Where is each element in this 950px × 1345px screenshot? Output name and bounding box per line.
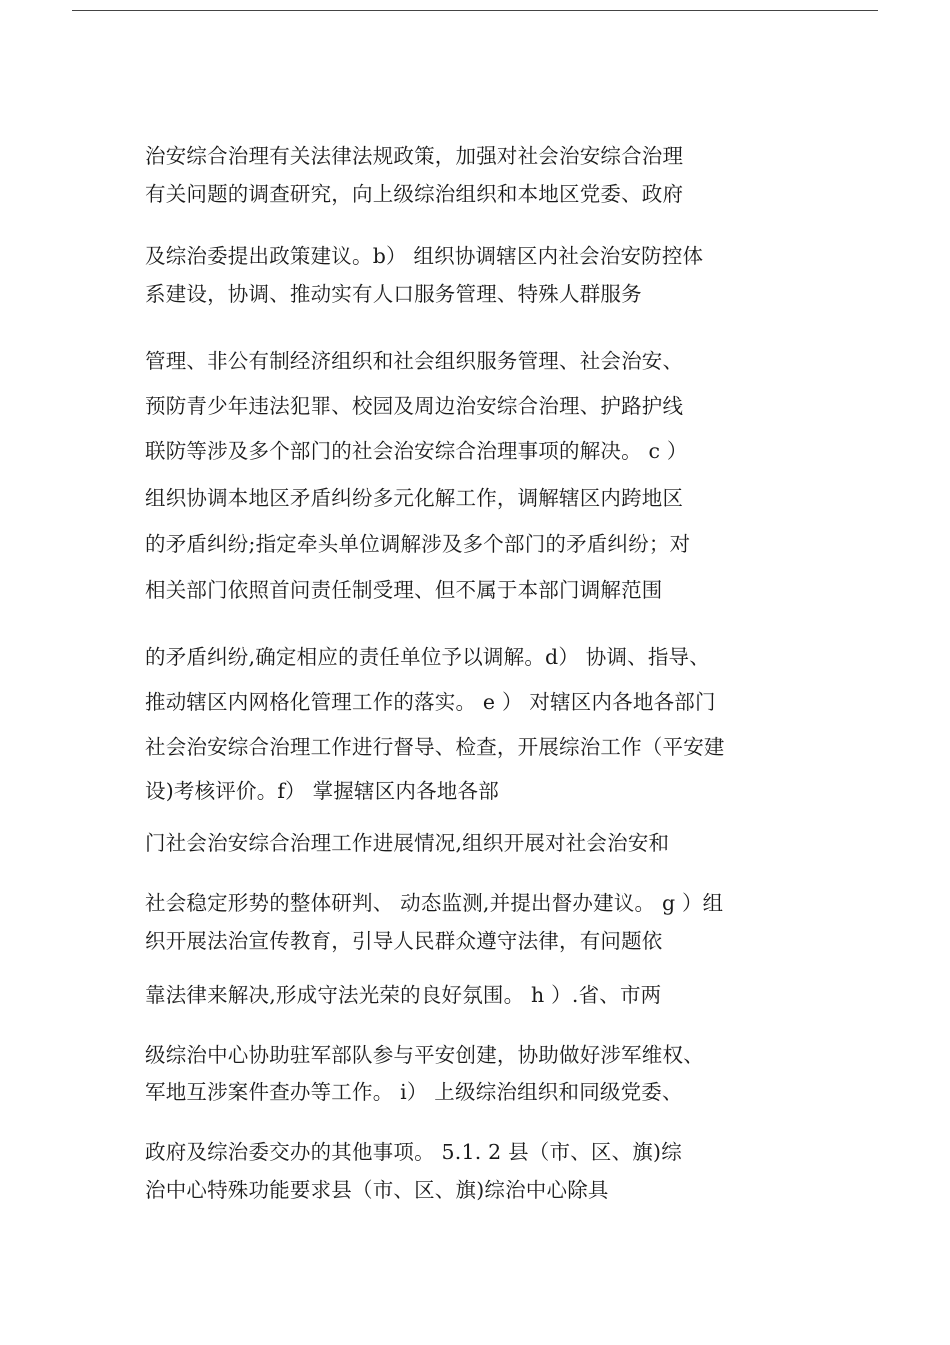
paragraph-line: 的矛盾纠纷,确定相应的责任单位予以调解。d） 协调、指导、 xyxy=(145,645,710,669)
paragraph-line: 推动辖区内网格化管理工作的落实。 e ） 对辖区内各地各部门 xyxy=(145,690,716,714)
paragraph-line: 管理、非公有制经济组织和社会组织服务管理、社会治安、 xyxy=(145,349,684,373)
paragraph-line: 门社会治安综合治理工作进展情况,组织开展对社会治安和 xyxy=(145,831,670,855)
paragraph-line: 治中心特殊功能要求县（市、区、旗)综治中心除具 xyxy=(145,1178,609,1202)
paragraph-line: 有关问题的调查研究，向上级综治组织和本地区党委、政府 xyxy=(145,182,684,206)
paragraph-line: 及综治委提出政策建议。b） 组织协调辖区内社会治安防控体 xyxy=(145,244,704,268)
paragraph-line: 相关部门依照首问责任制受理、但不属于本部门调解范围 xyxy=(145,578,663,602)
paragraph-line: 社会稳定形势的整体研判、 动态监测,并提出督办建议。 g ）组 xyxy=(145,891,724,915)
paragraph-line: 靠法律来解决,形成守法光荣的良好氛围。 h ）.省、市两 xyxy=(145,983,662,1007)
paragraph-line: 联防等涉及多个部门的社会治安综合治理事项的解决。 c ） xyxy=(145,439,688,463)
paragraph-line: 政府及综治委交办的其他事项。 5.1. 2 县（市、区、旗)综 xyxy=(145,1140,682,1164)
paragraph-line: 组织协调本地区矛盾纠纷多元化解工作，调解辖区内跨地区 xyxy=(145,486,684,510)
paragraph-line: 织开展法治宣传教育，引导人民群众遵守法律，有问题依 xyxy=(145,929,663,953)
paragraph-line: 军地互涉案件查办等工作。 i） 上级综治组织和同级党委、 xyxy=(145,1080,683,1104)
paragraph-line: 预防青少年违法犯罪、校园及周边治安综合治理、护路护线 xyxy=(145,394,684,418)
paragraph-line: 社会治安综合治理工作进行督导、检查，开展综治工作（平安建 xyxy=(145,735,725,759)
paragraph-line: 系建设，协调、推动实有人口服务管理、特殊人群服务 xyxy=(145,282,642,306)
paragraph-line: 设)考核评价。f） 掌握辖区内各地各部 xyxy=(145,779,499,803)
paragraph-line: 的矛盾纠纷;指定牵头单位调解涉及多个部门的矛盾纠纷；对 xyxy=(145,532,691,556)
paragraph-line: 治安综合治理有关法律法规政策，加强对社会治安综合治理 xyxy=(145,144,684,168)
paragraph-line: 级综治中心协助驻军部队参与平安创建，协助做好涉军维权、 xyxy=(145,1043,704,1067)
